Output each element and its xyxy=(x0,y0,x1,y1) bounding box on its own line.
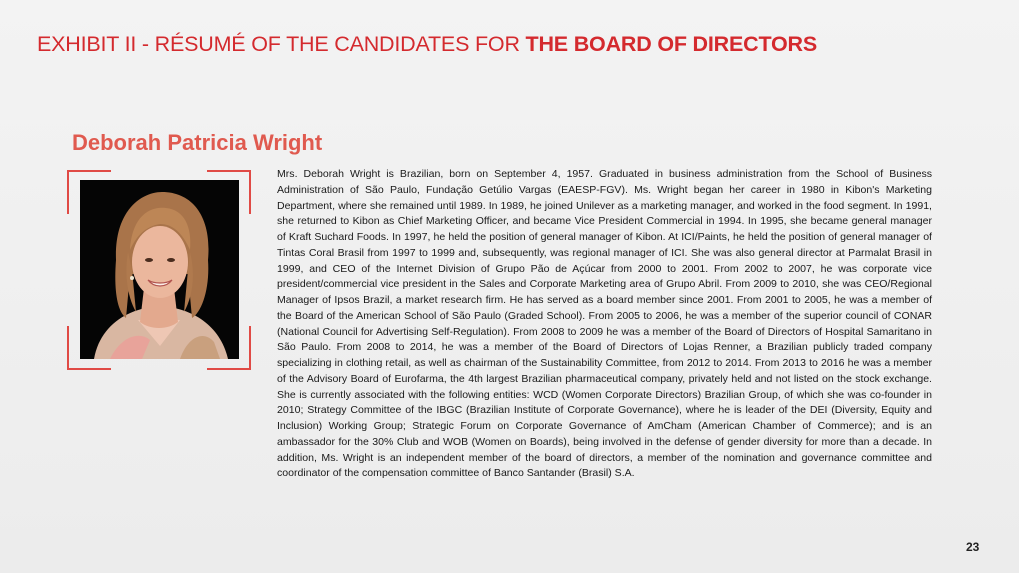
candidate-name: Deborah Patricia Wright xyxy=(72,130,323,155)
page-number: 23 xyxy=(966,540,980,554)
page-title xyxy=(37,32,997,57)
page-title-emphasis: THE BOARD OF DIRECTORS xyxy=(525,32,817,56)
candidate-photo xyxy=(80,180,239,359)
page-title-prefix: EXHIBIT II - RÉSUMÉ OF THE CANDIDATES FOR xyxy=(37,32,526,56)
photo-frame xyxy=(67,170,251,370)
portrait-illustration xyxy=(80,180,239,359)
candidate-biography: Mrs. Deborah Wright is Brazilian, born on September 4, 1957. Graduated in business administration from the School of Business Administration of São Paulo, Fundação Getúlio Vargas (EAESP-FGV). Ms. Wright began her career in 1980 in Kibon's Marketing Department, where she remained until 1989. In 1989, he joined Unilever as a marketing manager, and worked in the food segment. In 1991, she returned to Kibon as Chief Marketing Officer, and became Vice President Commercial in 1994. In 1995, she became general manager of Kraft Suchard Foods. In 1997, he held the position of general manager of Kibon. At ICI/Paints, he held the position of general manager of Tintas Coral Brasil from 1997 to 1999 and, subsequently, was regional manager of ICI. She was also general director at Parmalat Brasil in 1999, and CEO of the Internet Division of Grupo Pão de Açúcar from 2000 to 2001. From 2002 to 2007, he was corporate vice president/commercial vice president in the Sales and Corporate Marketing area of Grupo Abril. From 2009 to 2010, she was CEO/Regional Manager of Ipsos Brazil, a market research firm. He has served as a board member since 2001. From 2001 to 2005, he was a member of the Board of the American School of São Paulo (Graded School). From 2005 to 2006, he was a member of the superior council of CONAR (National Council for Advertising Self-Regulation). From 2008 to 2009 he was a member of the Board of Directors of Hospital Samaritano in São Paulo. From 2008 to 2014, he was a member of the Board of Directors of Lojas Renner, a Brazilian publicly traded company specializing in clothing retail, as well as chairman of the Sustainability Committee, from 2012 to 2014. From 2013 to 2016 he was a member of the Advisory Board of Eurofarma, the 4th largest Brazilian pharmaceutical company, privately held and not listed on the stock exchange. She is currently associated with the following entities: WCD (Women Corporate Directors) Brazilian Group, of which she was co-founder in 2010; Strategy Committee of the IBGC (Brazilian Institute of Corporate Governance), where he is leader of the DEI (Diversity, Equity and Inclusion) Working Group; Strategic Forum on Corporate Governance of AmCham (American Chamber of Commerce); and is an ambassador for the 30% Club and WOB (Women on Boards), being involved in the defense of gender diversity for more than a decade. In addition, Ms. Wright is an independent member of the board of directors, a member of the nomination and governance committee and coordinator of the compensation committee of Banco Santander (Brasil) S.A. xyxy=(277,168,932,480)
